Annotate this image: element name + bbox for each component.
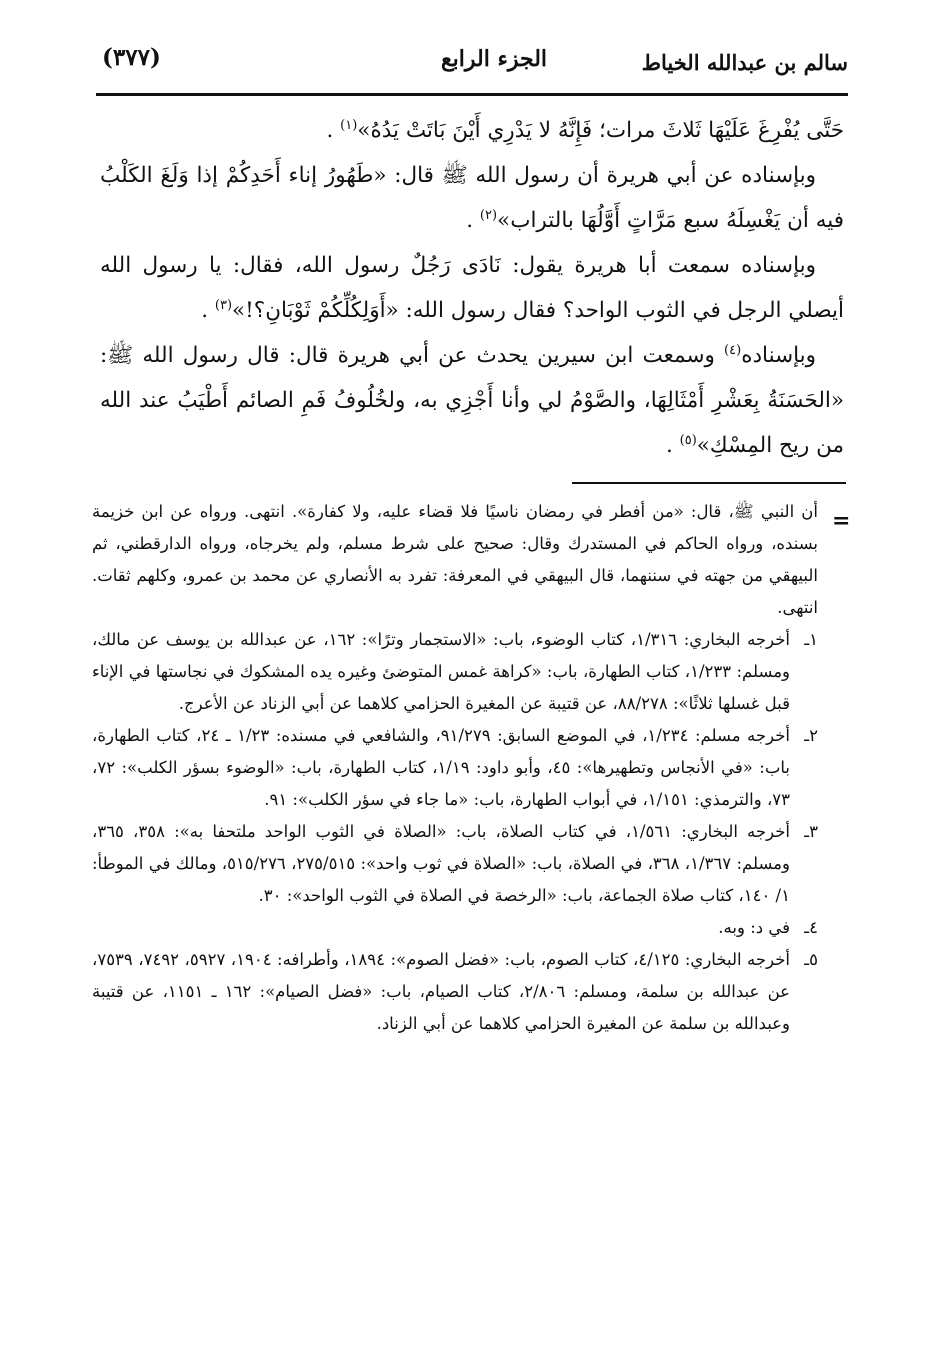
paragraph-tail: . — [466, 208, 480, 233]
footnote-number: ١ـ — [804, 630, 819, 649]
footnote — [92, 944, 818, 1040]
footnote-separator — [572, 482, 846, 484]
footnotes — [92, 496, 818, 1040]
paragraph-tail: . — [326, 118, 341, 143]
note-ref: (٢) — [479, 207, 498, 223]
footnote — [92, 816, 818, 912]
main-paragraph — [100, 243, 844, 333]
footnote — [92, 624, 818, 720]
note-ref: (٣) — [214, 297, 233, 313]
page-number: (٣٧٧) — [102, 44, 161, 71]
header-part-title: الجزء الرابع — [440, 46, 548, 72]
main-paragraph — [100, 333, 844, 468]
footnote-text: أخرجه البخاري: ٤/١٢٥، كتاب الصوم، باب: «فضل الصوم»: ١٨٩٤، وأطرافه: ١٩٠٤، ٥٩٢٧، ٧٤٩٢، ٧٥٣٩، عن عبدالله بن سلمة، ومسلم: ٢/٨٠٦، كتاب الصيام، باب: «فضل الصيام»: ١٦٢ ـ ١١٥١، عن قتيبة وعبدالله بن سلمة عن المغيرة الحزامي كلاهما عن أبي الزناد. — [92, 950, 790, 1033]
note-ref: (١) — [340, 117, 358, 133]
footnote-text: أخرجه مسلم: ١/٢٣٤، في الموضع السابق: ٩١/٢٧٩، والشافعي في مسنده: ١/٢٣ ـ ٢٤، كتاب الطهارة، باب: «في الأنجاس وتطهيرها»: ٤٥، وأبو داود: ١/١٩، كتاب الطهارة، باب: «الوضوء بسؤر الكلب»: ٧٢، ٧٣، والترمذي: ١/١٥١، في أبواب الطهارة، باب: «ما جاء في سؤر الكلب»: ٩١. — [92, 726, 791, 809]
paragraph-lead: وبإسناده — [741, 343, 816, 368]
continuation-mark: = — [832, 508, 851, 534]
paragraph-text: وسمعت ابن سيرين يحدث عن أبي هريرة قال: قال رسول الله ﷺ: «الحَسَنَةُ بِعَشْرِ أَمْثَالِهَا، والصَّوْمُ لي وأنا أَجْزِي به، ولخُلُوفُ فَمِ الصائم أَطْيَبُ عند الله من ريح المِسْكِ» — [100, 343, 844, 458]
footnote — [92, 912, 818, 944]
footnote-number: ٣ـ — [804, 822, 818, 841]
footnote-text: أخرجه البخاري: ١/٥٦١، في كتاب الصلاة، باب: «الصلاة في الثوب الواحد ملتحفا به»: ٣٥٨، ٣٦٥، ومسلم: ١/٣٦٧، ٣٦٨، في الصلاة، باب: «الصلاة في ثوب واحد»: ٢٧٥/٥١٥، ٥١٥/٢٧٦، ومالك في الموطأ: ١/ ١٤٠، كتاب صلاة الجماعة، باب: «الرخصة في الصلاة في الثوب الواحد»: ٣٠. — [92, 822, 790, 905]
paragraph-text: وبإسناده سمعت أبا هريرة يقول: نَادَى رَجُلٌ رسول الله، فقال: يا رسول الله أيصلي الرجل في الثوب الواحد؟ فقال رسول الله: «أَوَلِكُلِّكُمْ ثَوْبَانِ؟!» — [100, 253, 844, 323]
main-text — [100, 108, 844, 468]
paragraph-tail: . — [201, 298, 215, 323]
header-rule — [96, 93, 848, 96]
note-ref: (٥) — [679, 432, 697, 448]
header-author: سالم بن عبدالله الخياط — [641, 50, 848, 75]
footnote-number: ٥ـ — [804, 950, 818, 969]
footnote-continuation: أن النبي ﷺ، قال: «من أفطر في رمضان ناسيًا فلا قضاء عليه، ولا كفارة». انتهى. ورواه عن ابن خزيمة بسنده، ورواه الحاكم في المستدرك وقال: صحيح على شرط مسلم، ولم يخرجاه، ورواه الدارقطني، ثم البيهقي من جهته في سننهما، قال البيهقي في المعرفة: تفرد به الأنصاري عن محمد بن عمرو، وكلهم ثقات. انتهى. — [92, 502, 818, 617]
footnote-text: في د: وبه. — [718, 918, 790, 937]
main-paragraph — [100, 153, 844, 243]
main-paragraph — [100, 108, 844, 153]
footnote-text: أخرجه البخاري: ١/٣١٦، كتاب الوضوء، باب: «الاستجمار وترًا»: ١٦٢، عن عبدالله بن يوسف عن مالك، ومسلم: ١/٢٣٣، كتاب الطهارة، باب: «كراهة غمس المتوضئ وغيره يده المشكوك في نجاستها في الإناء قبل غسلها ثلاثًا»: ٨٨/٢٧٨، عن قتيبة عن المغيرة الحزامي كلاهما عن أبي الزناد عن الأعرج. — [92, 630, 791, 713]
paragraph-text: حَتَّى يُفْرِغَ عَلَيْهَا ثَلاثَ مرات؛ فَإِنَّهُ لا يَدْرِي أَيْنَ بَاتَتْ يَدُهُ» — [357, 118, 844, 143]
running-header — [96, 38, 848, 94]
paragraph-tail: . — [665, 433, 680, 458]
footnote-number: ٤ـ — [804, 918, 818, 937]
note-ref: (٤) — [724, 342, 742, 358]
paragraph-text: وبإسناده عن أبي هريرة أن رسول الله ﷺ قال: «طَهُورُ إناء أَحَدِكُمْ إذا وَلَغَ الكَلْبُ فيه أن يَغْسِلَهُ سبع مَرَّاتٍ أَوَّلُهَا بالتراب» — [100, 163, 844, 233]
footnote — [92, 720, 818, 816]
footnote-number: ٢ـ — [804, 726, 818, 745]
